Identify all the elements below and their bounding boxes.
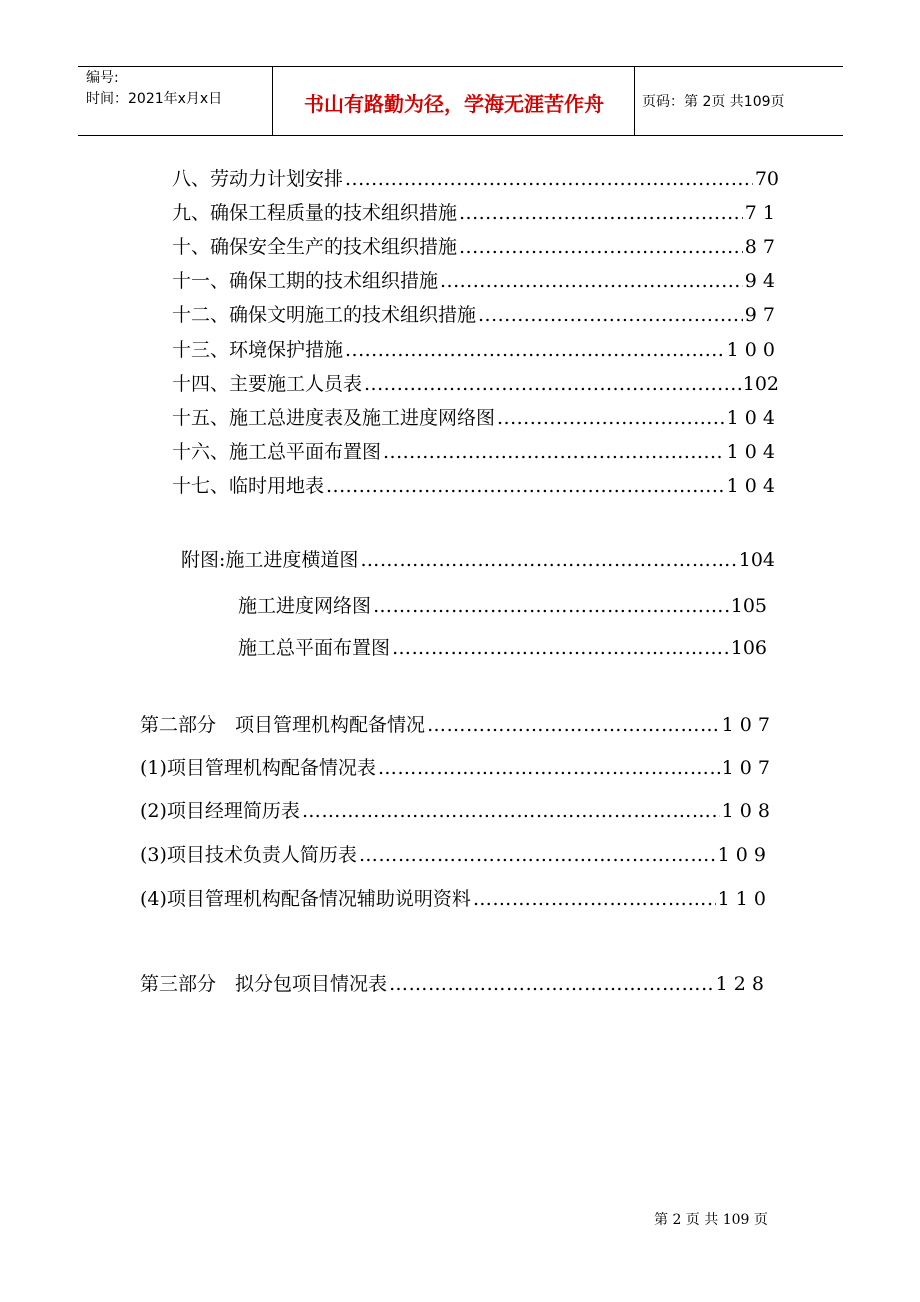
leader-dots (364, 373, 741, 395)
leader-dots (302, 800, 720, 822)
toc-entry-label: 十六、施工总平面布置图 (172, 441, 382, 463)
part2-entry-page: 1 0 8 (721, 800, 770, 822)
appendix-entry[interactable] (238, 591, 767, 618)
toc-entry-page: 1 0 4 (726, 475, 775, 497)
toc-entry-page: 1 0 4 (726, 407, 775, 429)
part3-entry[interactable] (140, 969, 764, 996)
appendix-entry-label: 附图:施工进度横道图 (181, 549, 359, 571)
leader-dots (345, 168, 753, 190)
page-footer: 第 2 页 共 109 页 (654, 1212, 768, 1228)
appendix-entry-label: 施工进度网络图 (238, 595, 372, 617)
appendix-entry-page: 104 (738, 549, 775, 571)
leader-dots (389, 973, 714, 995)
toc-entry-page: 70 (754, 168, 779, 190)
leader-dots (459, 236, 743, 258)
leader-dots (497, 407, 725, 429)
toc-entry-page: 9 7 (744, 304, 775, 326)
leader-dots (345, 339, 725, 361)
toc-entry-label: 九、确保工程质量的技术组织措施 (172, 202, 458, 224)
toc-entry-page: 1 0 0 (726, 339, 775, 361)
appendix-entry[interactable] (238, 633, 767, 660)
toc-entry-label: 十四、主要施工人员表 (172, 373, 363, 395)
part2-entry-page: 1 0 7 (721, 714, 770, 736)
serial-label: 编号: (86, 70, 119, 86)
leader-dots (440, 270, 743, 292)
part2-entry-label: (3)项目技术负责人简历表 (140, 844, 357, 866)
toc-entry[interactable] (172, 369, 779, 396)
leader-dots (378, 757, 720, 779)
appendix-entry-label: 施工总平面布置图 (238, 637, 391, 659)
toc-entry-page: 9 4 (744, 270, 775, 292)
part2-entry-label: (1)项目管理机构配备情况表 (140, 757, 376, 779)
part2-entry[interactable] (140, 884, 766, 911)
leader-dots (359, 844, 716, 866)
leader-dots (459, 202, 743, 224)
toc-entry[interactable] (172, 164, 779, 191)
toc-entry[interactable] (172, 198, 775, 225)
toc-entry-label: 十一、确保工期的技术组织措施 (172, 270, 439, 292)
toc-entry[interactable] (172, 266, 775, 293)
toc-entry[interactable] (172, 232, 775, 259)
part2-entry[interactable] (140, 753, 770, 780)
time-label: 时间：2021年x月x日 (86, 91, 223, 107)
toc-entry-label: 十七、临时用地表 (172, 475, 325, 497)
leader-dots (392, 637, 729, 659)
part2-entry-label: (4)项目管理机构配备情况辅助说明资料 (140, 888, 471, 910)
part2-entry[interactable] (140, 840, 766, 867)
appendix-entry-page: 106 (730, 637, 767, 659)
toc-entry[interactable] (172, 335, 775, 362)
header-meta (86, 68, 222, 110)
toc-entry[interactable] (172, 437, 775, 464)
leader-dots (478, 304, 743, 326)
toc-entry[interactable] (172, 403, 775, 430)
appendix-entry-page: 105 (730, 595, 767, 617)
leader-dots (427, 714, 720, 736)
toc-entry-label: 十五、施工总进度表及施工进度网络图 (172, 407, 496, 429)
part3-entry-label: 第三部分 拟分包项目情况表 (140, 973, 388, 995)
appendix-entry[interactable] (181, 545, 775, 572)
part2-entry-page: 1 0 9 (717, 844, 766, 866)
header-bottom-rule (78, 135, 843, 136)
part2-entry-page: 1 1 0 (717, 888, 766, 910)
toc-entry-page: 7 1 (744, 202, 775, 224)
toc-entry-label: 十、确保安全生产的技术组织措施 (172, 236, 458, 258)
header-divider-left (272, 66, 273, 135)
header-divider-right (634, 66, 635, 135)
toc-entry[interactable] (172, 471, 775, 498)
toc-entry-page: 102 (742, 373, 779, 395)
header-top-rule (78, 66, 843, 67)
toc-entry-label: 八、劳动力计划安排 (172, 168, 344, 190)
toc-entry-page: 1 0 4 (726, 441, 775, 463)
header-page-info: 页码：第 2页 共109页 (642, 94, 785, 110)
toc-entry-label: 十二、确保文明施工的技术组织措施 (172, 304, 477, 326)
leader-dots (383, 441, 725, 463)
toc-entry[interactable] (172, 300, 775, 327)
part2-entry[interactable] (140, 796, 770, 823)
header-motto: 书山有路勤为径，学海无涯苦作舟 (304, 92, 604, 116)
toc-entry-label: 十三、环境保护措施 (172, 339, 344, 361)
part2-entry-label: (2)项目经理简历表 (140, 800, 300, 822)
leader-dots (473, 888, 716, 910)
toc-entry-page: 8 7 (744, 236, 775, 258)
part2-entry[interactable] (140, 710, 770, 737)
part3-entry-page: 1 2 8 (715, 973, 764, 995)
part2-entry-label: 第二部分 项目管理机构配备情况 (140, 714, 426, 736)
leader-dots (373, 595, 729, 617)
part2-entry-page: 1 0 7 (721, 757, 770, 779)
leader-dots (360, 549, 736, 571)
leader-dots (326, 475, 725, 497)
